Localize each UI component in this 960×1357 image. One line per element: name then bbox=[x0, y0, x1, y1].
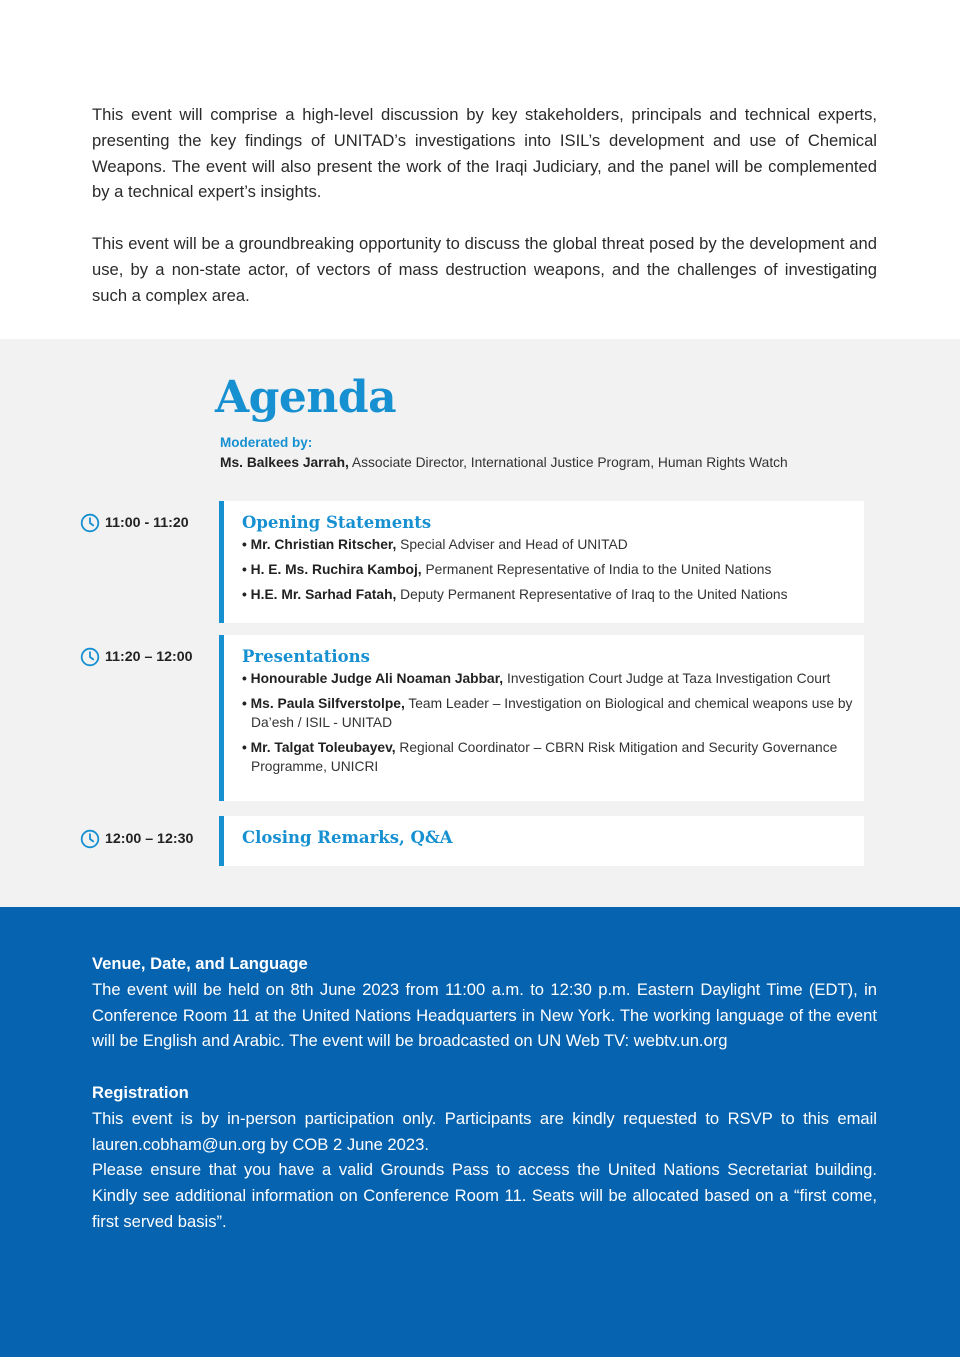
speaker-name: • Ms. Paula Silfverstolpe, bbox=[242, 696, 405, 711]
list-item bbox=[242, 738, 864, 776]
speaker-role: Special Adviser and Head of UNITAD bbox=[396, 537, 628, 552]
speaker-role: Investigation Court Judge at Taza Investigation Court bbox=[503, 671, 831, 686]
session-time-label: 12:00 – 12:30 bbox=[105, 831, 194, 847]
venue-heading: Venue, Date, and Language bbox=[92, 954, 308, 973]
moderator-name: Ms. Balkees Jarrah, bbox=[220, 455, 349, 470]
session-title: Opening Statements bbox=[242, 513, 432, 532]
list-item bbox=[242, 585, 864, 604]
clock-icon bbox=[80, 829, 100, 849]
agenda-block-presentations bbox=[219, 635, 864, 801]
registration-heading: Registration bbox=[92, 1082, 189, 1102]
speaker-name: • Honourable Judge Ali Noaman Jabbar, bbox=[242, 671, 504, 686]
speaker-role: Permanent Representative of India to the United Nations bbox=[421, 562, 772, 577]
speaker-role: Regional Coordinator – CBRN Risk Mitigation and Security Governance Programme, UNICRI bbox=[251, 740, 838, 774]
venue-paragraph: The event will be held on 8th June 2023 from 11:00 a.m. to 12:30 p.m. Eastern Daylight Time (EDT), in Conference Room 11 at the United Nations Headquarters in New York. The working language of the event will be English and Arabic. The event will be broadcasted on UN Web TV: webtv.un.org bbox=[92, 979, 877, 1051]
session-time bbox=[80, 647, 193, 667]
venue-section bbox=[0, 907, 960, 1357]
registration-paragraph-1: This event is by in-person participation only. Participants are kindly requested to RSVP to this email lauren.cobham@un.org by COB 2 June 2023. bbox=[92, 1108, 877, 1154]
intro-section bbox=[92, 102, 877, 334]
session-time bbox=[80, 829, 193, 849]
clock-icon bbox=[80, 513, 100, 533]
agenda-title: Agenda bbox=[215, 372, 397, 423]
speaker-name: • Mr. Talgat Toleubayev, bbox=[242, 740, 396, 755]
moderator bbox=[220, 455, 788, 470]
speaker-name: • Mr. Christian Ritscher, bbox=[242, 537, 397, 552]
speaker-role: Deputy Permanent Representative of Iraq to the United Nations bbox=[396, 587, 788, 602]
session-time-label: 11:00 - 11:20 bbox=[105, 515, 189, 531]
venue-text bbox=[92, 951, 877, 1235]
agenda-block-opening bbox=[219, 501, 864, 623]
agenda-block-closing bbox=[219, 816, 864, 866]
session-title: Presentations bbox=[242, 647, 370, 666]
speaker-role: Team Leader – Investigation on Biological and chemical weapons use by Da’esh / ISIL - UNITAD bbox=[251, 696, 853, 730]
list-item bbox=[242, 560, 864, 579]
list-item bbox=[242, 669, 864, 688]
session-time bbox=[80, 513, 189, 533]
list-item bbox=[242, 694, 864, 732]
intro-paragraph-2: This event will be a groundbreaking opportunity to discuss the global threat posed by the development and use, by a non-state actor, of vectors of mass destruction weapons, and the challenges of investigating such a complex area. bbox=[92, 233, 877, 305]
speaker-name: • H. E. Ms. Ruchira Kamboj, bbox=[242, 562, 422, 577]
clock-icon bbox=[80, 647, 100, 667]
registration-paragraph-2: Please ensure that you have a valid Grounds Pass to access the United Nations Secretariat building. Kindly see additional information on Conference Room 11. Seats will be allocated based on a “first come, first served basis”. bbox=[92, 1160, 877, 1231]
speaker-name: • H.E. Mr. Sarhad Fatah, bbox=[242, 587, 397, 602]
intro-paragraph-1: This event will comprise a high-level discussion by key stakeholders, principals and technical experts, presenting the key findings of UNITAD’s investigations into ISIL’s development and use of Chemical Weapons. The event will also present the work of the Iraqi Judiciary, and the panel will be complemented by a technical expert’s insights. bbox=[92, 105, 877, 202]
session-time-label: 11:20 – 12:00 bbox=[105, 649, 193, 665]
moderator-role: Associate Director, International Justice Program, Human Rights Watch bbox=[348, 455, 788, 470]
list-item bbox=[242, 535, 864, 554]
session-title: Closing Remarks, Q&A bbox=[242, 828, 453, 847]
moderated-by-label: Moderated by: bbox=[220, 435, 313, 450]
